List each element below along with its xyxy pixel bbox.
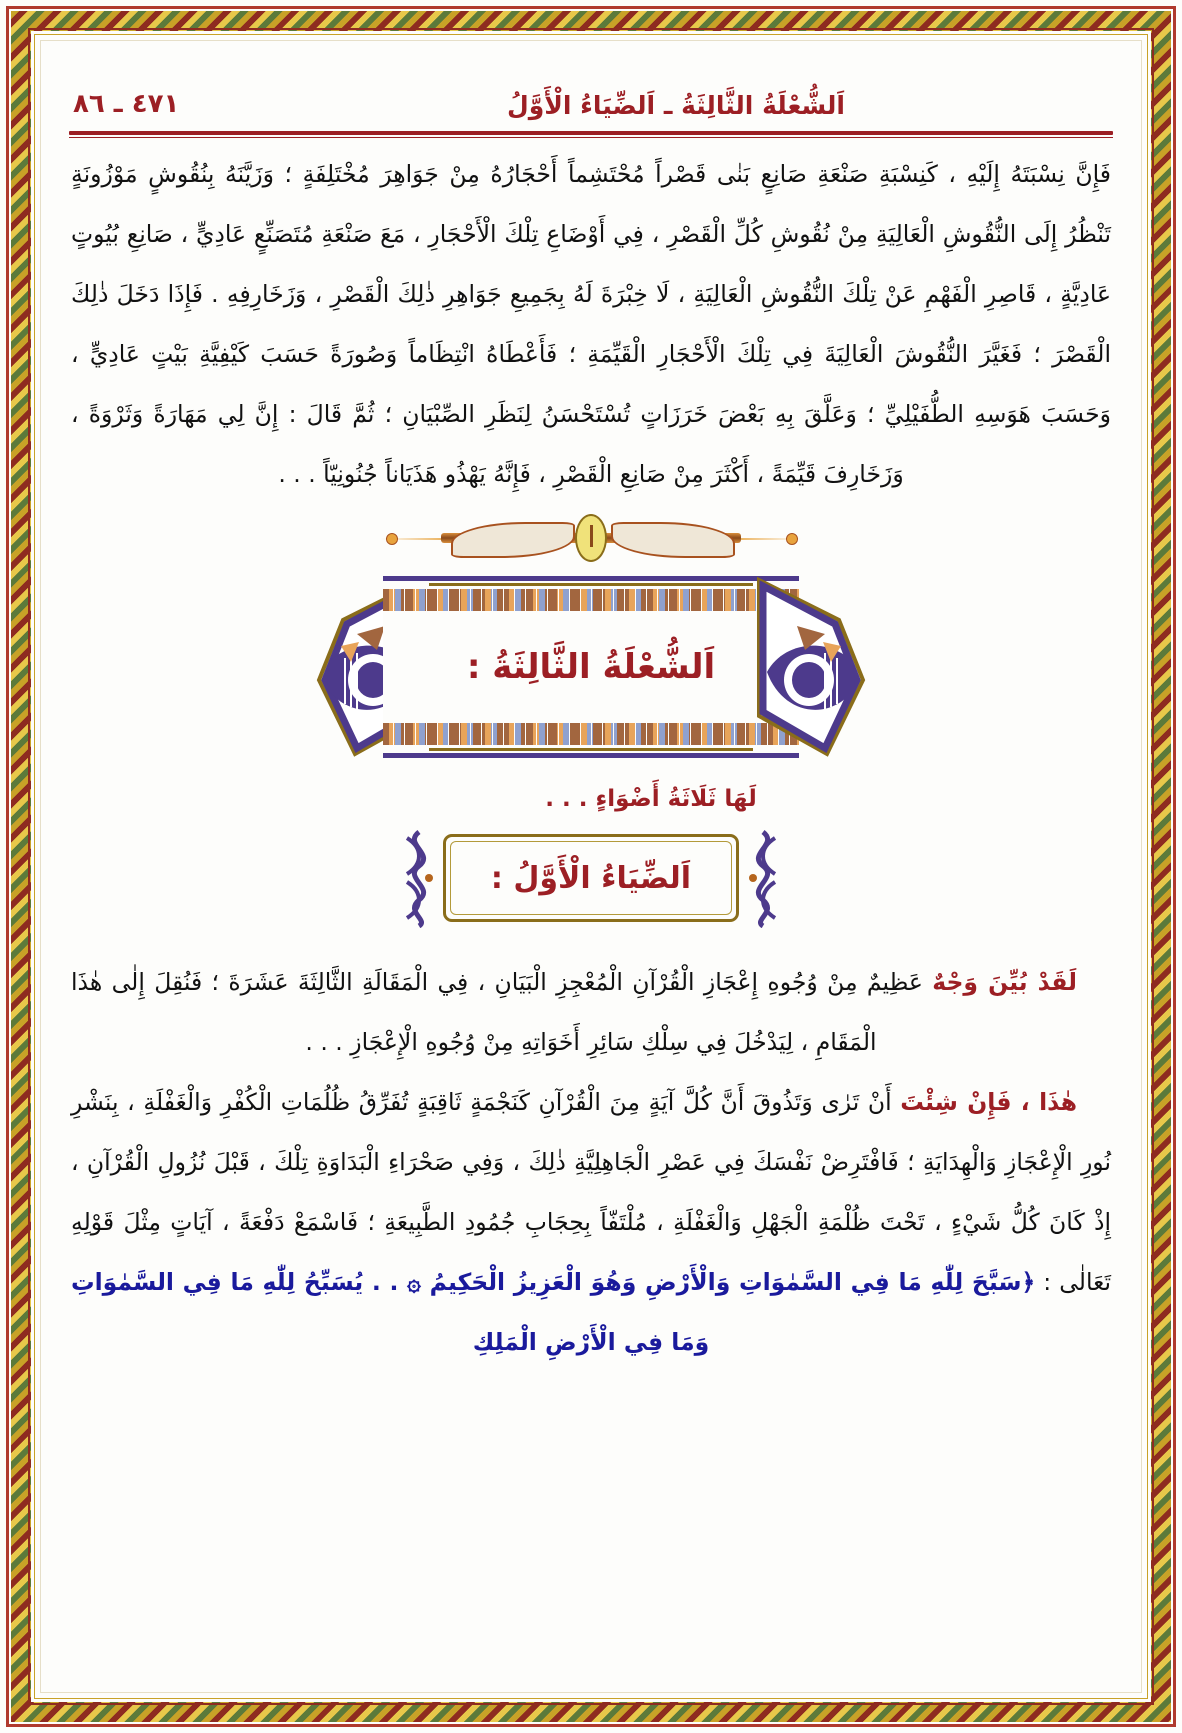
three-lights-note: لَهَا ثَلَاثَةُ أَضْوَاءٍ . . . xyxy=(545,786,757,812)
ornament-dot-right-icon xyxy=(786,533,798,545)
section-p1-rest: عَظِيمٌ مِنْ وُجُوهِ إِعْجَازِ الْقُرْآنِ الْمُعْجِزِ الْبَيَانِ ، فِي الْمَقَالَةِ الثَّالِثَةَ عَشَرَةَ ؛ فَنُقِلَ إِلٰى هٰذَا الْمَقَامِ ، لِيَدْخُلَ فِي سِلْكِ سَائِرِ أَخَوَاتِهِ مِنْ وُجُوهِ الْإِعْجَازِ . . . xyxy=(71,968,933,1056)
section-body xyxy=(67,946,1115,1372)
paragraph-text: فَإِنَّ نِسْبَتَهُ إِلَيْهِ ، كَنِسْبَةِ صَنْعَةِ صَانِعٍ بَنٰى قَصْراً مُحْتَشِماً أَحْجَارُهُ مِنْ جَوَاهِرَ مُخْتَلِفَةٍ ؛ وَزَيَّنَهُ بِنُقُوشٍ مَوْزُونَةٍ تَنْظُرُ إِلَى النُّقُوشِ الْعَالِيَةِ مِنْ نُقُوشِ كُلِّ الْقَصْرِ ، فِي أَوْضَاعِ تِلْكَ الْأَحْجَارِ ، مَعَ صَنْعَةِ مُتَصَنِّعٍ عَادِيٍّ ، صَانِعِ بُيُوتٍ عَادِيَّةٍ ، قَاصِرِ الْفَهْمِ عَنْ تِلْكَ النُّقُوشِ الْعَالِيَةِ ، لَا خِبْرَةَ لَهُ بِجَمِيعِ جَوَاهِرِ ذٰلِكَ الْقَصْرِ ، وَزَخَارِفِهِ . فَإِذَا دَخَلَ ذٰلِكَ الْقَصْرَ ؛ فَغَيَّرَ النُّقُوشَ الْعَالِيَةَ فِي تِلْكَ الْأَحْجَارِ الْقَيِّمَةِ ؛ فَأَعْطَاهُ انْتِظَاماً وَصُورَةً حَسَبَ كَيْفِيَّةِ بَيْتٍ عَادِيٍّ ، وَحَسَبَ هَوَسِهِ الطُّفَيْلِيِّ ؛ وَعَلَّقَ بِهِ بَعْضَ خَرَزَاتٍ تُسْتَحْسَنُ لِنَظَرِ الصِّبْيَانِ ؛ ثُمَّ قَالَ : إِنَّ لِي مَهَارَةً وَثَرْوَةً ، وَزَخَارِفَ قَيِّمَةً ، أَكْثَرَ مِنْ صَانِعِ الْقَصْرِ ، فَإِنَّهُ يَهْذُو هَذَيَاناً جُنُونِيّاً . . . xyxy=(71,160,1111,488)
content-inner xyxy=(67,59,1115,1682)
header-title: اَلشُّعْلَةُ الثَّالِثَةُ ـ اَلضِّيَاءُ الْأَوَّلُ xyxy=(507,91,845,120)
ornament-leaf-right-icon xyxy=(611,522,735,558)
subframe-title: اَلضِّيَاءُ الْأَوَّلُ : xyxy=(490,860,692,896)
section-p2-rest: أَنْ تَرٰى وَتَذُوقَ أَنَّ كُلَّ آيَةٍ مِنَ الْقُرْآنِ كَنَجْمَةٍ ثَاقِبَةٍ تُفَرِّقُ ظُلُمَاتِ الْكُفْرِ وَالْغَفْلَةِ ، بِنَشْرِ نُورِ الْإِعْجَازِ وَالْهِدَايَةِ ؛ فَافْتَرِضْ نَفْسَكَ فِي عَصْرِ الْجَاهِلِيَّةِ ذٰلِكَ ، وَفِي صَحْرَاءِ الْبَدَاوَةِ تِلْكَ ، قَبْلَ نُزُولِ الْقُرْآنِ ، إِذْ كَانَ كُلُّ شَيْءٍ ، تَحْتَ ظُلْمَةِ الْجَهْلِ وَالْغَفْلَةِ ، مُلْتَفّاً بِحِجَابِ جُمُودِ الطَّبِيعَةِ ؛ فَاسْمَعْ دَفْعَةً ، آيَاتٍ مِثْلَ قَوْلِهِ تَعَالٰى : xyxy=(71,1088,1111,1296)
content-frame xyxy=(40,40,1142,1693)
page-header xyxy=(67,59,1115,125)
ornament-dot-left-icon xyxy=(386,533,398,545)
banner-line-top xyxy=(429,583,753,586)
ornament-leaf-left-icon xyxy=(451,522,575,558)
subframe-ornament-left-icon xyxy=(399,828,439,928)
section-banner xyxy=(67,568,1115,780)
page-number: ٤٧١ ـ ٨٦ xyxy=(73,89,180,119)
ornament-divider xyxy=(67,514,1115,562)
subframe-ornament-right-icon xyxy=(743,828,783,928)
section-paragraph-1 xyxy=(71,952,1111,1072)
body-paragraph-1 xyxy=(67,138,1115,504)
section-paragraph-2 xyxy=(71,1072,1111,1372)
quran-verse-1: ﴿سَبَّحَ لِلّٰهِ مَا فِي السَّمٰوَاتِ وَالْأَرْضِ وَهُوَ الْعَزِيزُ الْحَكِيمُ ۞ xyxy=(407,1268,1036,1296)
section-p1-lead: لَقَدْ بُيِّنَ وَجْهٌ xyxy=(932,968,1077,996)
footer-spacer xyxy=(67,1372,1115,1378)
quran-separator: . . xyxy=(363,1268,408,1296)
banner-line-bottom xyxy=(429,748,753,751)
subsection-title-block xyxy=(67,822,1115,946)
header-rule-thick xyxy=(69,131,1113,135)
quran-verse-2: يُسَبِّحُ لِلّٰهِ مَا فِي السَّمٰوَاتِ وَمَا فِي الْأَرْضِ الْمَلِكِ xyxy=(71,1268,710,1356)
banner-shape xyxy=(337,576,845,758)
ornament-medallion-icon xyxy=(575,514,607,562)
banner-title: اَلشُّعْلَةُ الثَّالِثَةُ : xyxy=(466,647,716,687)
section-p2-lead: هٰذَا ، فَإِنْ شِئْتَ xyxy=(900,1088,1077,1116)
subframe-box xyxy=(443,834,739,922)
